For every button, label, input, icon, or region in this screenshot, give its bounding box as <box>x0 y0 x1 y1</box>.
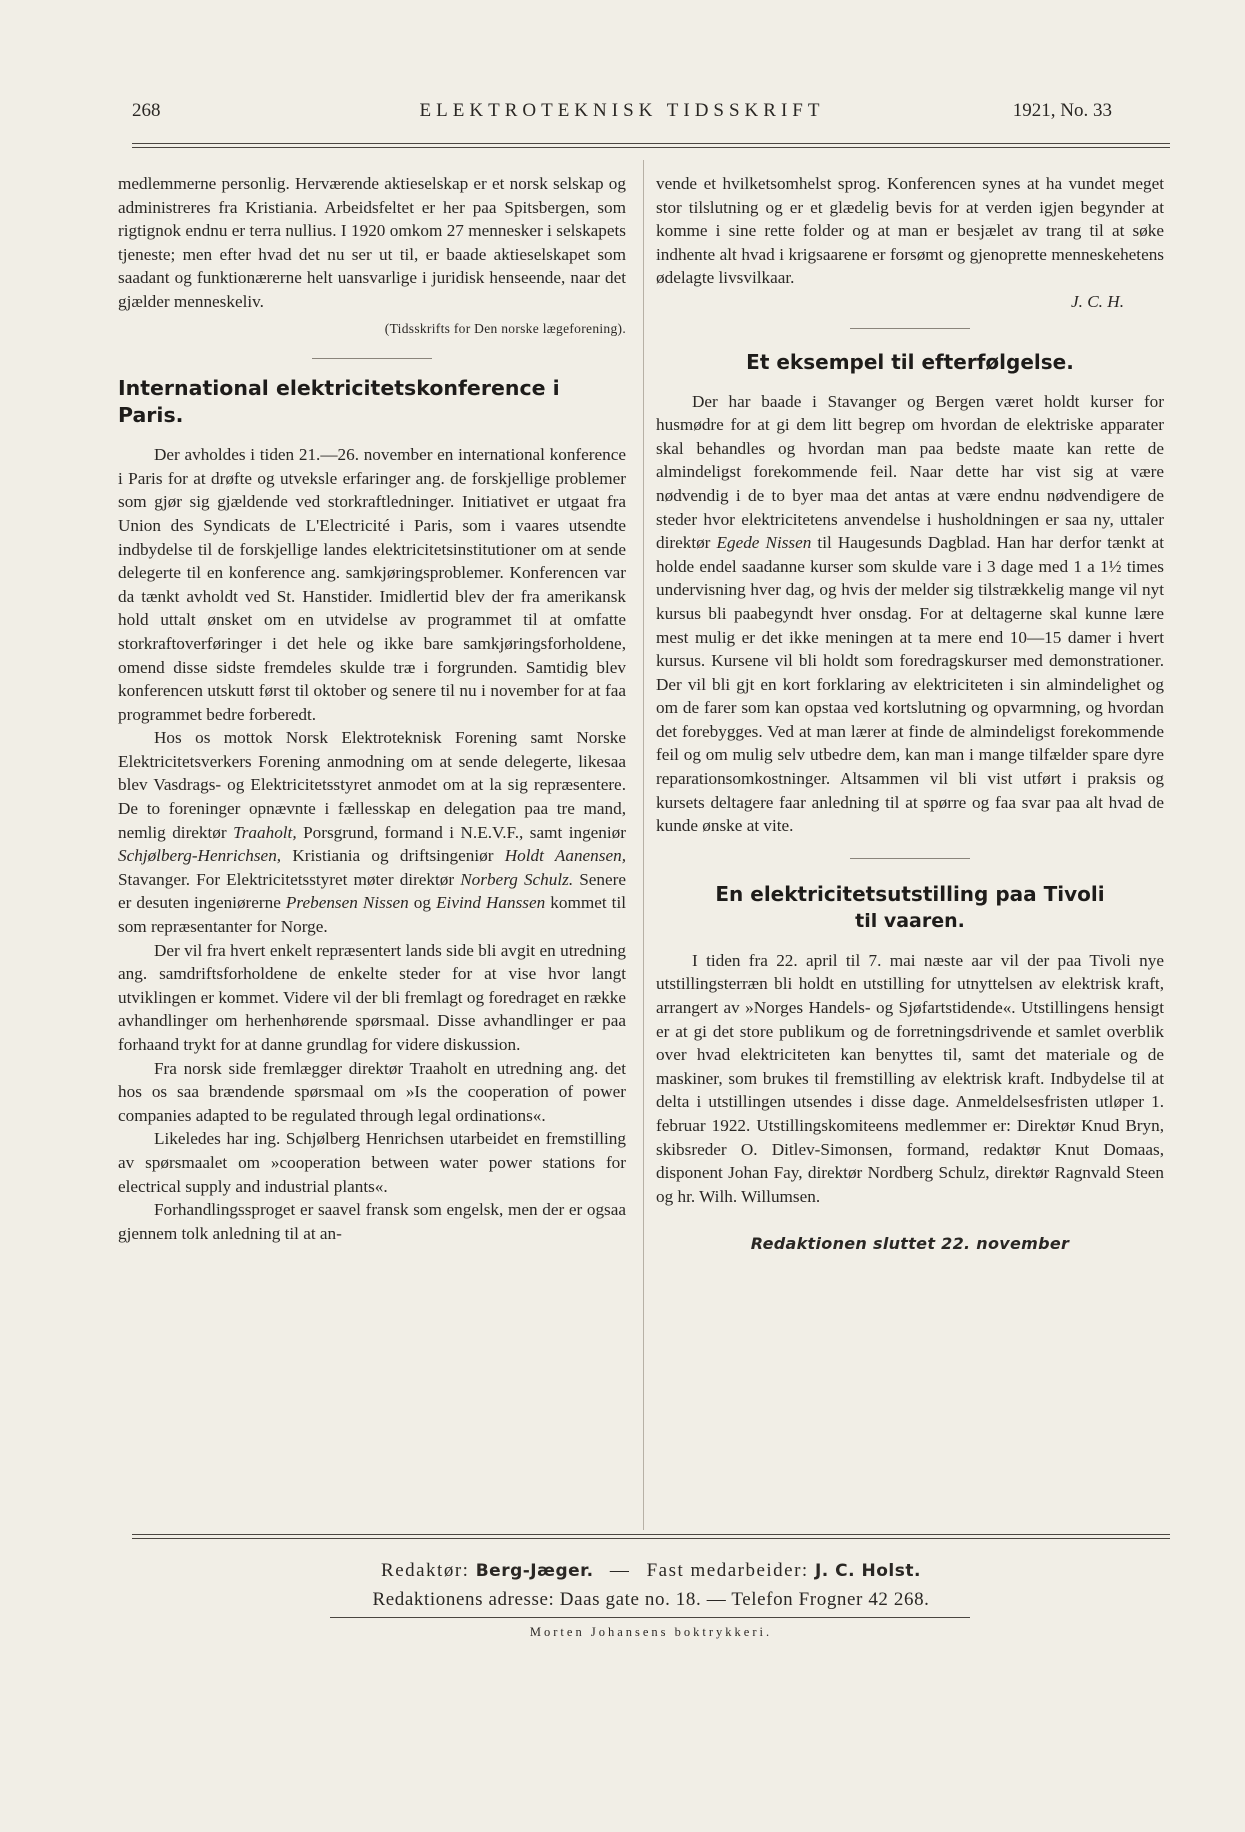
editor-name: Berg-Jæger. <box>475 1561 594 1581</box>
person-name: Schjølberg-Henrichsen, <box>118 846 282 866</box>
staff-name: J. C. Holst. <box>814 1561 921 1581</box>
section-divider <box>850 328 970 329</box>
left-column <box>118 172 626 1245</box>
continuation-paragraph: vende et hvilketsomhelst sprog. Konferencen synes at ha vundet meget stor tilslutning og er et glædelig bevis for at verden igjen begynder at komme i sine rette folder og at man er besjælet av trang til at søke indhente alt hvad i krigsaarene er forsømt og gjenoprette menneskehetens ødelagte livsvilkaar. <box>656 174 1164 288</box>
person-name: Prebensen Nissen <box>285 893 409 913</box>
article-paragraph: I tiden fra 22. april til 7. mai næste aar vil der paa Tivoli nye utstillingsterræn bli holdt en utstilling for utnyttelsen av elektrisk kraft, arrangert av »Norges Handels- og Sjøfartstidende«. Utstillingens hensigt er at gi det store publikum og de forretningsdrivende et samlet overblik over hvad elektriciteten kan benyttes til, samt det materiale og de maskiner, som brukes til fremstilling av elektrisk kraft. Indbydelse til at delta i utstillingen utsendes i disse dage. Anmeldelsesfristen utløper 1. februar 1922. Utstillingskomiteens medlemmer er: Direktør Knud Bryn, skibsreder O. Ditlev-Simonsen, formand, redaktør Knut Domaas, disponent Johan Fay, direktør Nordberg Schulz, direktør Ragnvald Steen og hr. Wilh. Willumsen. <box>656 950 1164 1206</box>
article-heading-example: Et eksempel til efterfølgelse. <box>746 349 1074 374</box>
article-paragraph: Likeledes har ing. Schjølberg Henrichsen utarbeidet en fremstilling av spørsmaalet om »cooperation between water power stations for electrical supply and industrial plants«. <box>118 1129 626 1196</box>
person-name: Egede Nissen <box>716 533 812 553</box>
article-paragraph: Hos os mottok Norsk Elektroteknisk Forening samt Norske Elektricitetsverkers Forening anmodning om at sende delegerte, likesaa blev Vasdrags- og Elektricitetsstyret anmodet om at la sig repræsentere. De to foreninger opnævnte i fællesskap en delegation paa tre mand, nemlig direktør Traaholt, Porsgrund, formand i N.E.V.F., samt ingeniør Schjølberg-Henrichsen, Kristiania og driftsingeniør Holdt Aanensen, Stavanger. For Elektricitetsstyret møter direktør Norberg Schulz. Senere er desuten ingeniørerne Prebensen Nissen og Eivind Hanssen kommet til som repræsentanter for Norge. <box>118 728 626 937</box>
footer-rule <box>132 1534 1170 1535</box>
footer-rule-thin <box>132 1538 1170 1539</box>
article-heading-paris: International elektricitetskonference i Paris. <box>118 376 560 428</box>
intro-paragraph: medlemmerne personlig. Herværende aktieselskap er et norsk selskap og administreres fra Kristiania. Arbeidsfeltet er her paa Spitsbergen, som rigtignok endnu er terra nullius. I 1920 omkom 27 mennesker i selskapets tjeneste; men efter hvad det nu ser ut til, er baade aktieselskapet som saadant og funktionærerne helt uansvarlige i juridisk henseende, naar det gjælder menneskeliv. <box>118 174 626 311</box>
journal-title: ELEKTROTEKNISK TIDSSKRIFT <box>419 100 825 121</box>
editor-line: Redaktør: Berg-Jæger. — Fast medarbeider: J. C. Holst. <box>381 1560 921 1581</box>
right-column <box>656 172 1164 1256</box>
printer-line: Morten Johansens boktrykkeri. <box>529 1625 773 1639</box>
header-rule-thin <box>132 147 1170 148</box>
issue-number: 1921, No. 33 <box>1012 100 1112 121</box>
article-paragraph: Der vil fra hvert enkelt repræsentert lands side bli avgit en utredning ang. samdriftsforholdene de enkelte steder for at vise hvor langt utviklingen er kommet. Videre vil der bli fremlagt og foredraget en række avhandlinger om herhenhørende spørsmaal. Disse avhandlinger er paa forhaand trykt for at danne grundlag for videre diskussion. <box>118 940 626 1054</box>
page-number: 268 <box>132 100 161 121</box>
article-paragraph: Forhandlingssproget er saavel fransk som engelsk, men der er ogsaa gjennem tolk anledning til at an- <box>118 1200 626 1243</box>
column-separator <box>643 160 644 1530</box>
article-paragraph: Der avholdes i tiden 21.—26. november en international konference i Paris for at drøfte og utveksle erfaringer ang. de forskjellige problemer som gjør sig gjældende ved storkraftledninger. Initiativet er utgaat fra Union des Syndicats de L'Electricité i Paris, som i vaares utsendte indbydelse til de forskjellige landes elektricitetsinstitutioner om at sende delegerte til en konference ang. samkjøringsproblemer. Konferencen var da tænkt avholdt ved St. Hanstider. Imidlertid blev der fra amerikansk hold uttalt ønsket om en utvidelse av programmet til at omfatte storkraftoverføringer i det hele og ikke bare samkjøringsforholdene, omend disse sidste fremdeles skulde træ i forgrunden. Samtidig blev konferencen utskutt først til oktober og senere til nu i november for at faa programmet bedre forberedt. <box>118 445 626 724</box>
running-head <box>132 100 1112 130</box>
address-line: Redaktionens adresse: Daas gate no. 18. — Telefon Frogner 42 268. <box>372 1589 930 1610</box>
person-name: Norberg Schulz. <box>460 869 574 889</box>
section-divider <box>312 358 432 359</box>
person-name: Traaholt, <box>233 822 297 842</box>
section-divider <box>850 858 970 859</box>
signature: J. C. H. <box>1071 291 1124 311</box>
article-heading-tivoli: En elektricitetsutstilling paa Tivoli til vaaren. <box>715 881 1105 932</box>
person-name: Eivind Hanssen <box>436 893 546 913</box>
printer-rule <box>330 1617 970 1618</box>
article-paragraph: Fra norsk side fremlægger direktør Traaholt en utredning ang. det hos os saa brændende spørsmaal om »Is the cooperation of power companies adapted to be regulated through legal ordinations«. <box>118 1058 626 1125</box>
header-rule <box>132 143 1170 144</box>
article-paragraph: Der har baade i Stavanger og Bergen været holdt kurser for husmødre for at gi dem litt begrep om hvordan de elektriske apparater skal behandles og hvordan man paa bedste maate kan rette de almindeligst forekommende feil. Naar dette har vist sig at være nødvendig i de to byer maa det antas at være endnu nødvendigere de steder hvor elektricitetens anvendelse i husholdningen er saa ny, uttaler direktør Egede Nissen til Haugesunds Dagblad. Han har derfor tænkt at holde endel saadanne kurser som skulde vare i 3 dage med 1 a 1½ times undervisning hver dag, og hvis der melder sig tilstrækkelig mange vil nyt kursus bli paabegyndt hver onsdag. For at deltagerne skal kunne lære mest mulig er det ikke meningen at ta mere end 10—15 damer i hvert kursus. Kursene vil bli holdt som foredragskurser med demonstrationer. Der vil bli gjt en kort forklaring av elektriciteten i sin almindelighet og om de farer som kan opstaa ved kortslutning og opvarmning, og hvordan det forebygges. Ved at man lærer at finde de almindeligst forekommende feil og om mulig selv utbedre dem, kan man i mange tilfælder spare dyre reparationsomkostninger. Altsammen vil bli vist utført i praksis og kursets deltagere faar anledning til at spørre og faa svar paa alt hvad de kunde ønske at vite. <box>656 391 1164 836</box>
person-name: Holdt Aanensen, <box>504 846 626 866</box>
closing-note: Redaktionen sluttet 22. november <box>750 1234 1070 1254</box>
source-note: (Tidsskrifts for Den norske lægeforening). <box>384 320 626 336</box>
